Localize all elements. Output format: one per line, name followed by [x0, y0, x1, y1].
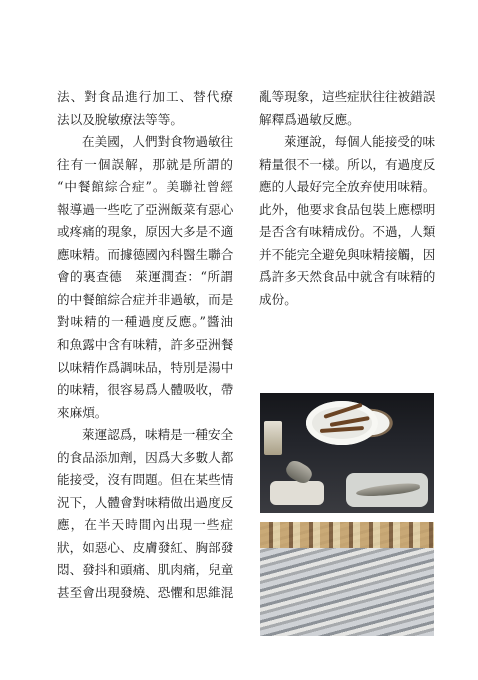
left_column-line: 以味精作爲調味品，特別是湯中: [57, 359, 233, 375]
right_column-line: 應的人最好完全放弃使用味精。: [259, 179, 435, 195]
left_column-line: 的食品添加劑，因爲大多數人都: [57, 449, 233, 465]
left_column-line: 應味精。而據德國內科醫生聯合: [57, 246, 233, 262]
right_column-line: 亂等現象，這些症狀往往被錯誤: [259, 89, 435, 104]
left-text-column: [57, 86, 233, 605]
left_column-line: 和魚露中含有味精，許多亞洲餐: [57, 337, 233, 353]
left_column-line: 萊運認爲，味精是一種安全: [82, 427, 233, 443]
right_column-line: 成份。: [259, 291, 297, 307]
left_column-line: 在美國，人們對食物過敏往: [82, 134, 233, 150]
left_column-line: 會的裏查德 萊運潤查：“所謂: [57, 269, 233, 285]
left_column-line: 來麻煩。: [57, 404, 108, 420]
right_column-line: 萊運說，每個人能接受的味: [284, 134, 435, 150]
drink-glass: [264, 421, 282, 455]
left_column-line: 應，在半天時間內出現一些症: [57, 517, 233, 533]
right_column-line: 精量很不一樣。所以，有過度反: [259, 156, 435, 172]
right_column-line: 解釋爲過敏反應。: [259, 111, 360, 127]
left_column-line: 或疼痛的現象，原因大多是不適: [57, 224, 233, 240]
left_column-line: 甚至會出現發燒、恐懼和思維混: [57, 585, 233, 601]
left_column-line: 法以及脫敏療法等等。: [57, 111, 183, 127]
small-dish: [270, 481, 324, 505]
left_column-line: 報導過一些吃了亞洲飯菜有惡心: [57, 201, 233, 217]
right_column-line: 爲許多天然食品中就含有味精的: [259, 269, 435, 285]
left_column-line: 的中餐館綜合症并非過敏，而是: [57, 291, 233, 307]
left_column-line: 的味精，很容易爲人體吸收，帶: [57, 382, 233, 398]
left_column-line: 往有一個誤解，那就是所謂的: [57, 156, 233, 172]
market-shelf: [260, 522, 434, 548]
left_column-line: “中餐館綜合症”。美聯社曾經: [57, 179, 233, 195]
left_column-line: 悶、發抖和頭痛、肌肉痛，兒童: [57, 562, 233, 578]
left_column-line: 能接受，沒有問題。但在某些情: [57, 472, 233, 488]
fish-market-photo: [260, 522, 434, 636]
right_column-line: 是否含有味精成份。不過，人類: [259, 224, 435, 240]
left_column-line: 對味精的一種過度反應。”醬油: [57, 314, 233, 330]
right_column-line: 此外，他要求食品包裝上應標明: [259, 201, 435, 217]
left_column-line: 況下，人體會對味精做出過度反: [57, 494, 233, 510]
right-text-column: [259, 86, 435, 311]
right_column-line: 并不能完全避免與味精接觸，因: [259, 246, 435, 262]
left_column-line: 狀，如惡心、皮膚發紅、胸部發: [57, 539, 233, 555]
left_column-line: 法、對食品進行加工、替代療: [57, 89, 233, 104]
food-dishes-photo: [260, 393, 434, 513]
